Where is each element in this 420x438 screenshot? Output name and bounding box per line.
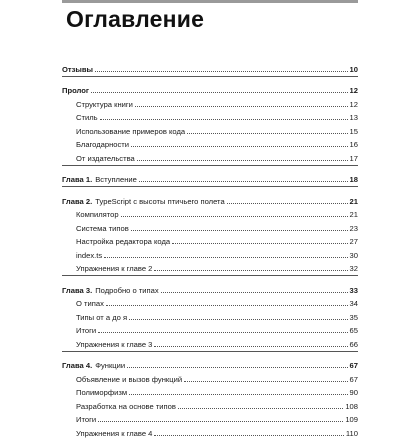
toc-subentry[interactable] bbox=[62, 411, 358, 425]
dot-leader bbox=[154, 270, 347, 271]
entry-label: Объявление и вызов функций bbox=[76, 374, 183, 384]
dot-leader bbox=[121, 216, 348, 217]
dot-leader bbox=[135, 106, 348, 107]
chapter-name: Вступление bbox=[95, 175, 137, 184]
entry-label: Упражнения к главе 2 bbox=[76, 264, 153, 273]
toc-subentry[interactable] bbox=[62, 424, 358, 438]
toc-subentry[interactable] bbox=[62, 260, 358, 274]
chapter-number: Глава 1. bbox=[62, 175, 93, 184]
page-number: 23 bbox=[349, 223, 358, 233]
toc-subentry[interactable] bbox=[62, 149, 358, 163]
page-number: 34 bbox=[349, 299, 358, 308]
dot-leader bbox=[98, 332, 347, 333]
entry-label: Структура книги bbox=[76, 99, 133, 109]
page-number: 110 bbox=[345, 428, 358, 438]
toc-subentry[interactable] bbox=[62, 335, 358, 349]
toc-subentry[interactable] bbox=[62, 384, 358, 398]
dot-leader bbox=[106, 305, 348, 306]
page-number: 67 bbox=[349, 361, 358, 370]
entry-label: Упражнения к главе 3 bbox=[76, 339, 153, 349]
chapter-name: TypeScript с высоты птичьего полета bbox=[95, 196, 225, 206]
page-number: 109 bbox=[345, 415, 358, 424]
entry-label: index.ts bbox=[76, 250, 103, 260]
chapter-title bbox=[62, 197, 225, 206]
toc-subentry[interactable] bbox=[62, 206, 358, 220]
page-number: 67 bbox=[349, 374, 358, 384]
dot-leader bbox=[154, 346, 347, 347]
dot-leader bbox=[187, 133, 347, 134]
dot-leader bbox=[95, 71, 348, 72]
entry-label: Отзывы bbox=[62, 64, 94, 74]
dot-leader bbox=[91, 92, 347, 93]
chapter-number: Глава 4. bbox=[62, 361, 93, 370]
section-divider bbox=[62, 76, 358, 77]
toc-entry[interactable] bbox=[62, 82, 358, 96]
toc-chapter-entry[interactable] bbox=[62, 357, 358, 371]
table-of-contents bbox=[62, 60, 358, 438]
toc-subentry[interactable] bbox=[62, 136, 358, 150]
entry-label: Настройка редактора кода bbox=[76, 237, 171, 246]
toc-subentry[interactable] bbox=[62, 219, 358, 233]
entry-label: Полиморфизм bbox=[76, 388, 128, 397]
page-number: 12 bbox=[349, 86, 358, 95]
page-number: 66 bbox=[349, 339, 358, 349]
page-number: 65 bbox=[349, 326, 358, 335]
toc-subentry[interactable] bbox=[62, 109, 358, 123]
entry-label: Использование примеров кода bbox=[76, 126, 186, 136]
dot-leader bbox=[137, 160, 348, 161]
dot-leader bbox=[127, 367, 347, 368]
toc-subentry[interactable] bbox=[62, 322, 358, 336]
toc-subentry[interactable] bbox=[62, 233, 358, 247]
top-rule bbox=[62, 0, 358, 3]
dot-leader bbox=[178, 408, 343, 409]
page-title: Оглавление bbox=[66, 6, 205, 32]
toc-subentry[interactable] bbox=[62, 122, 358, 136]
chapter-title bbox=[62, 286, 159, 295]
dot-leader bbox=[104, 257, 347, 258]
page-number: 18 bbox=[349, 175, 358, 184]
chapter-number: Глава 2. bbox=[62, 196, 93, 206]
page-number: 13 bbox=[349, 113, 358, 122]
chapter-title bbox=[62, 361, 125, 370]
entry-label: От издательства bbox=[76, 153, 135, 163]
entry-label: Разработка на основе типов bbox=[76, 401, 176, 411]
section-divider bbox=[62, 186, 358, 187]
page-number: 10 bbox=[349, 64, 358, 74]
chapter-name: Функции bbox=[95, 361, 126, 370]
page-number: 33 bbox=[349, 285, 358, 295]
section-divider bbox=[62, 351, 358, 352]
page-number: 15 bbox=[349, 126, 358, 136]
dot-leader bbox=[98, 421, 343, 422]
toc-subentry[interactable] bbox=[62, 295, 358, 309]
dot-leader bbox=[154, 435, 344, 436]
dot-leader bbox=[227, 203, 348, 204]
dot-leader bbox=[131, 230, 348, 231]
page-number: 108 bbox=[345, 401, 358, 411]
toc-chapter-entry[interactable] bbox=[62, 281, 358, 295]
page-number: 12 bbox=[349, 99, 358, 109]
toc-entry[interactable] bbox=[62, 60, 358, 74]
section-divider bbox=[62, 275, 358, 276]
page-number: 32 bbox=[349, 264, 358, 273]
dot-leader bbox=[161, 292, 348, 293]
entry-label: Стиль bbox=[76, 113, 98, 122]
toc-subentry[interactable] bbox=[62, 370, 358, 384]
chapter-title bbox=[62, 175, 137, 184]
toc-chapter-entry[interactable] bbox=[62, 171, 358, 185]
toc-subentry[interactable] bbox=[62, 246, 358, 260]
chapter-name: Подробно о типах bbox=[95, 285, 159, 295]
dot-leader bbox=[131, 146, 348, 147]
page-number: 30 bbox=[349, 250, 358, 260]
page-number: 21 bbox=[349, 210, 358, 219]
dot-leader bbox=[129, 394, 348, 395]
chapter-number: Глава 3. bbox=[62, 285, 93, 295]
entry-label: Благодарности bbox=[76, 140, 130, 149]
entry-label: Типы от а до я bbox=[76, 312, 128, 322]
toc-chapter-entry[interactable] bbox=[62, 192, 358, 206]
entry-label: Итоги bbox=[76, 415, 97, 424]
entry-label: Компилятор bbox=[76, 210, 119, 219]
page-number: 16 bbox=[349, 140, 358, 149]
entry-label: О типах bbox=[76, 299, 104, 308]
toc-subentry[interactable] bbox=[62, 397, 358, 411]
page-number: 27 bbox=[349, 237, 358, 246]
toc-subentry[interactable] bbox=[62, 95, 358, 109]
page-number: 17 bbox=[349, 153, 358, 163]
dot-leader bbox=[129, 319, 347, 320]
toc-subentry[interactable] bbox=[62, 308, 358, 322]
dot-leader bbox=[172, 243, 347, 244]
entry-label: Система типов bbox=[76, 223, 129, 233]
dot-leader bbox=[139, 181, 348, 182]
section-divider bbox=[62, 165, 358, 166]
entry-label: Пролог bbox=[62, 86, 90, 95]
entry-label: Итоги bbox=[76, 326, 97, 335]
dot-leader bbox=[184, 381, 347, 382]
entry-label: Упражнения к главе 4 bbox=[76, 428, 153, 438]
page-number: 35 bbox=[349, 312, 358, 322]
page-number: 90 bbox=[349, 388, 358, 397]
dot-leader bbox=[100, 119, 348, 120]
page-number: 21 bbox=[349, 196, 358, 206]
